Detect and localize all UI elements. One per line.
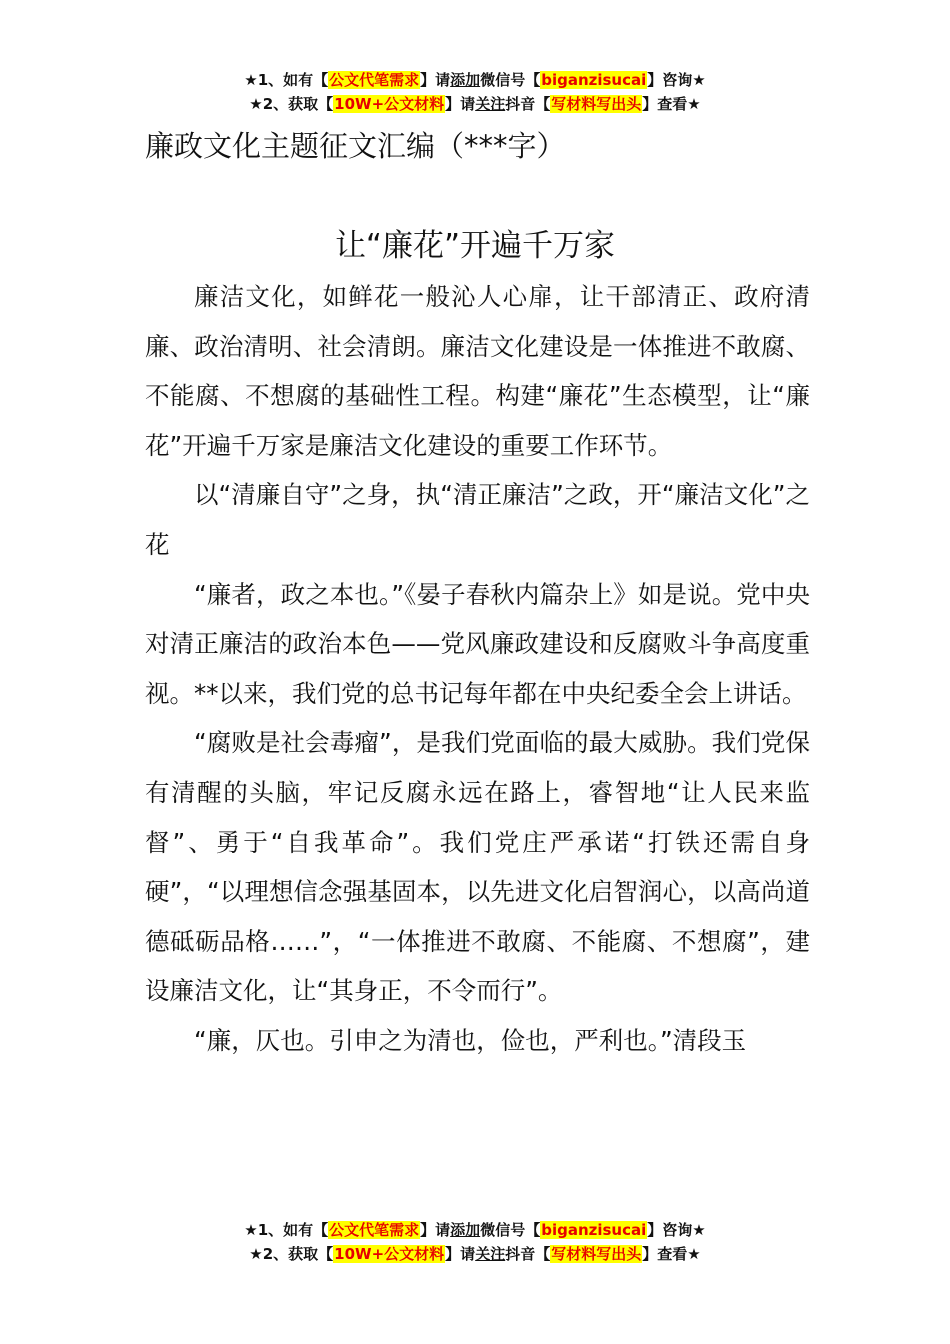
promo-banner-bottom (0, 1218, 950, 1266)
promo-text: 1、如有【 (257, 71, 329, 89)
essay-title: 让“廉花”开遍千万家 (334, 228, 616, 264)
paragraph: “廉，仄也。引申之为清也，俭也，严利也。”清段玉 (194, 1025, 747, 1055)
promo-text: 2、获取【 (262, 1245, 334, 1263)
promo-text: 】请 (420, 71, 451, 89)
promo-emphasis: 关注 (475, 95, 506, 113)
promo-line-1 (0, 1218, 950, 1242)
promo-line-2 (0, 92, 950, 116)
promo-text: 】咨询 (647, 1221, 693, 1239)
promo-emphasis: 添加 (450, 71, 481, 89)
star-icon: ★ (249, 1245, 263, 1263)
star-icon: ★ (687, 1245, 701, 1263)
paragraph: “廉者，政之本也。”《晏子春秋内篇杂上》如是说。党中央对清正廉洁的政治本色——党风廉政建设和反腐败斗争高度重视。**以来，我们党的总书记每年都在中央纪委全会上讲话。 (145, 579, 810, 708)
paragraph: 以“清廉自守”之身，执“清正廉洁”之政，开“廉洁文化”之花 (145, 480, 810, 559)
paragraph: 廉洁文化，如鲜花一般沁人心扉，让干部清正、政府清廉、政治清明、社会清朗。廉洁文化建设是一体推进不敢腐、不能腐、不想腐的基础性工程。构建“廉花”生态模型，让“廉花”开遍千万家是廉洁文化建设的重要工作环节。 (145, 282, 810, 460)
promo-text: 】请 (445, 1245, 476, 1263)
promo-text: 】请 (445, 95, 476, 113)
promo-highlight: 写材料写出头 (551, 95, 642, 113)
star-icon: ★ (244, 1221, 258, 1239)
star-icon: ★ (244, 71, 258, 89)
promo-text: 】查看 (642, 95, 688, 113)
promo-text: 】请 (420, 1221, 451, 1239)
star-icon: ★ (692, 1221, 706, 1239)
promo-line-1 (0, 68, 950, 92)
star-icon: ★ (249, 95, 263, 113)
promo-text: 微信号【 (480, 1221, 541, 1239)
promo-highlight: biganzisucai (541, 71, 647, 89)
promo-text: 微信号【 (480, 71, 541, 89)
star-icon: ★ (687, 95, 701, 113)
promo-text: 1、如有【 (257, 1221, 329, 1239)
promo-banner-top (0, 68, 950, 116)
promo-line-2 (0, 1242, 950, 1266)
promo-text: 抖音【 (505, 95, 551, 113)
paragraph: “腐败是社会毒瘤”，是我们党面临的最大威胁。我们党保有清醒的头脑，牢记反腐永远在路上，睿智地“让人民来监督”、勇于“自我革命”。我们党庄严承诺“打铁还需自身硬”，“以理想信念强基固本，以先进文化启智润心，以高尚道德砥砺品格……”，“一体推进不敢腐、不能腐、不想腐”，建设廉洁文化，让“其身正，不令而行”。 (145, 728, 810, 1006)
promo-highlight: 10W+公文材料 (334, 95, 445, 113)
promo-text: 】咨询 (647, 71, 693, 89)
promo-text: 2、获取【 (262, 95, 334, 113)
promo-highlight: biganzisucai (541, 1221, 647, 1239)
promo-highlight: 公文代笔需求 (329, 71, 420, 89)
promo-text: 抖音【 (505, 1245, 551, 1263)
document-title: 廉政文化主题征文汇编（***字） (145, 129, 566, 163)
promo-emphasis: 关注 (475, 1245, 506, 1263)
promo-highlight: 10W+公文材料 (334, 1245, 445, 1263)
promo-highlight: 写材料写出头 (551, 1245, 642, 1263)
promo-text: 】查看 (642, 1245, 688, 1263)
promo-emphasis: 添加 (450, 1221, 481, 1239)
essay-body (145, 272, 810, 1066)
promo-highlight: 公文代笔需求 (329, 1221, 420, 1239)
star-icon: ★ (692, 71, 706, 89)
